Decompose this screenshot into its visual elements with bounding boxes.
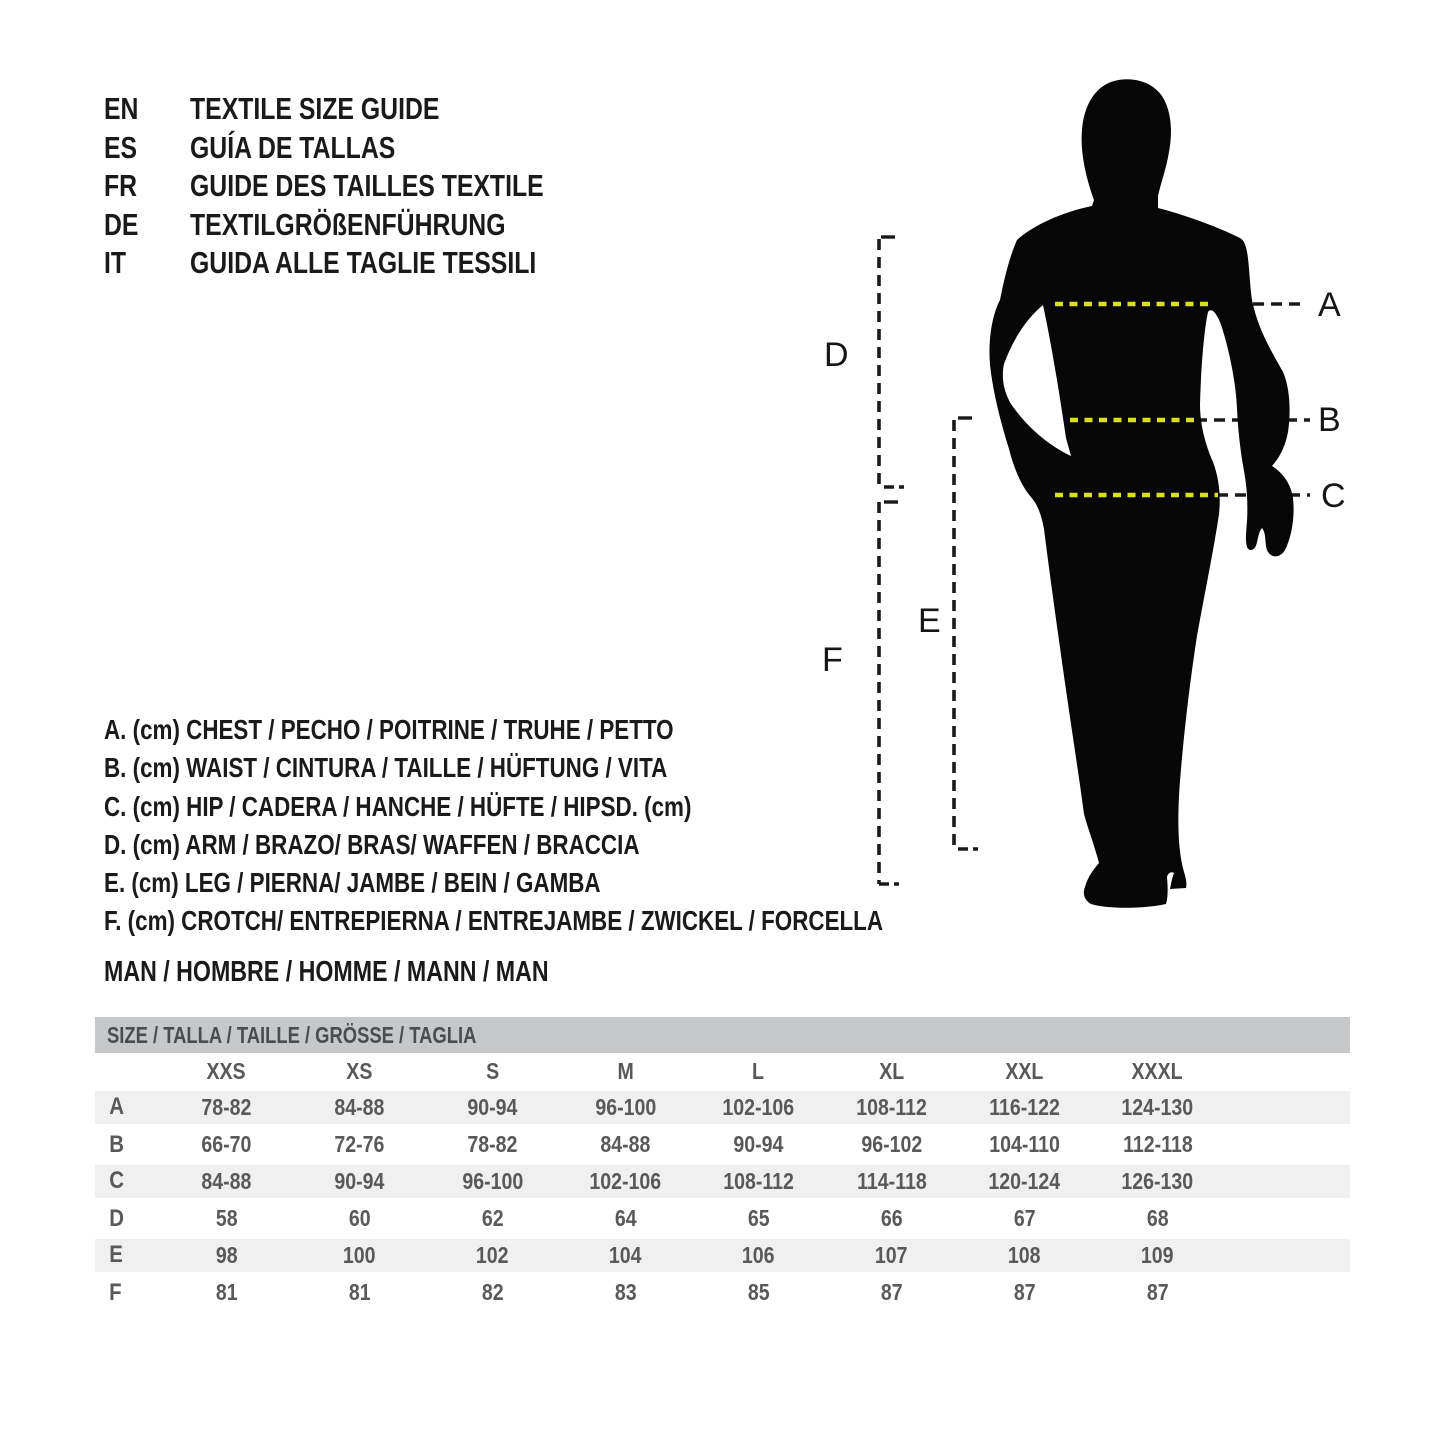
table-cell: 87	[1013, 1279, 1036, 1305]
table-cell: 96-100	[462, 1168, 523, 1194]
size-header-spacer	[95, 1053, 160, 1089]
lang-code: ES	[104, 129, 138, 165]
measurement-legend	[104, 711, 1078, 941]
row-label: C	[109, 1167, 125, 1194]
figure-label-c: C	[1321, 477, 1346, 515]
lang-code: DE	[104, 206, 139, 242]
table-cell: 108-112	[856, 1094, 927, 1120]
table-row-b	[95, 1126, 1350, 1163]
size-col-header: XXL	[1005, 1058, 1044, 1084]
row-label: F	[109, 1279, 122, 1306]
table-cell: 100	[343, 1242, 376, 1268]
table-cell: 90-94	[334, 1168, 385, 1194]
size-col-header: M	[617, 1058, 634, 1084]
table-cell: 104-110	[989, 1131, 1060, 1157]
row-label: A	[109, 1093, 125, 1120]
figure-label-e: E	[918, 602, 941, 640]
table-cell: 104	[609, 1242, 642, 1268]
table-cell: 84-88	[600, 1131, 651, 1157]
table-cell: 126-130	[1121, 1168, 1194, 1194]
table-row-a	[95, 1089, 1350, 1126]
size-col-header: XS	[346, 1058, 373, 1084]
table-cell: 108	[1008, 1242, 1041, 1268]
table-cell: 66-70	[201, 1131, 252, 1157]
table-cell: 108-112	[723, 1168, 794, 1194]
table-cell: 106	[742, 1242, 775, 1268]
table-cell: 78-82	[201, 1094, 252, 1120]
table-cell: 60	[348, 1205, 371, 1231]
table-cell: 85	[747, 1279, 770, 1305]
row-label: B	[109, 1131, 125, 1158]
table-cell: 84-88	[334, 1094, 385, 1120]
size-col-header: XXXL	[1131, 1058, 1184, 1084]
row-label: D	[109, 1205, 125, 1232]
figure-label-a: A	[1318, 286, 1341, 324]
lang-title: GUIDE DES TAILLES TEXTILE	[190, 168, 544, 203]
legend-line-c: C. (cm) HIP / CADERA / HANCHE / HÜFTE / HIPSD. (cm)	[104, 790, 692, 822]
table-cell: 82	[481, 1279, 504, 1305]
lang-code: FR	[104, 168, 138, 203]
size-col-header: XXS	[206, 1058, 247, 1084]
figure-label-f: F	[822, 641, 843, 679]
size-col-header: L	[752, 1058, 765, 1084]
table-cell: 81	[348, 1279, 371, 1305]
lang-title: GUIDA ALLE TAGLIE TESSILI	[190, 245, 537, 280]
lang-title: GUÍA DE TALLAS	[190, 129, 396, 165]
table-cell: 81	[215, 1279, 238, 1305]
table-cell: 114-118	[856, 1168, 927, 1194]
legend-line-f: F. (cm) CROTCH/ ENTREPIERNA / ENTREJAMBE / ZWICKEL / FORCELLA	[104, 905, 884, 937]
table-cell: 87	[1146, 1279, 1169, 1305]
table-cell: 112-118	[1122, 1131, 1193, 1157]
row-label: E	[109, 1241, 123, 1268]
lang-title: TEXTILE SIZE GUIDE	[190, 91, 440, 126]
size-table	[95, 1017, 1350, 1311]
table-cell: 96-100	[595, 1094, 656, 1120]
table-row-c	[95, 1163, 1350, 1200]
table-cell: 107	[875, 1242, 908, 1268]
legend-line-a: A. (cm) CHEST / PECHO / POITRINE / TRUHE / PETTO	[104, 714, 674, 745]
table-cell: 102	[476, 1242, 509, 1268]
lang-title: TEXTILGRÖßENFÜHRUNG	[190, 206, 506, 242]
table-cell: 98	[215, 1242, 238, 1268]
table-cell: 124-130	[1121, 1094, 1194, 1120]
table-cell: 66	[880, 1205, 903, 1231]
lang-code: EN	[104, 91, 139, 126]
table-cell: 96-102	[861, 1131, 922, 1157]
table-cell: 83	[614, 1279, 637, 1305]
legend-line-b: B. (cm) WAIST / CINTURA / TAILLE / HÜFTUNG / VITA	[104, 752, 668, 784]
table-cell: 65	[747, 1205, 770, 1231]
table-cell: 109	[1141, 1242, 1174, 1268]
size-col-header: S	[485, 1058, 500, 1084]
table-cell: 72-76	[334, 1131, 385, 1157]
table-cell: 90-94	[733, 1131, 784, 1157]
size-table-title: SIZE / TALLA / TAILLE / GRÖSSE / TAGLIA	[95, 1017, 1350, 1053]
table-cell: 90-94	[467, 1094, 518, 1120]
table-cell: 68	[1146, 1205, 1169, 1231]
figure-label-b: B	[1318, 401, 1341, 439]
category-line: MAN / HOMBRE / HOMME / MANN / MAN	[104, 956, 549, 988]
table-cell: 58	[215, 1205, 238, 1231]
size-table-header-row	[95, 1053, 1350, 1089]
table-cell: 67	[1013, 1205, 1036, 1231]
figure-label-d: D	[824, 336, 849, 374]
size-col-header: XL	[879, 1058, 904, 1084]
legend-line-d: D. (cm) ARM / BRAZO/ BRAS/ WAFFEN / BRACCIA	[104, 828, 640, 860]
lang-code: IT	[104, 245, 127, 280]
table-cell: 62	[481, 1205, 504, 1231]
legend-line-e: E. (cm) LEG / PIERNA/ JAMBE / BEIN / GAMBA	[104, 867, 601, 899]
table-cell: 87	[880, 1279, 903, 1305]
table-cell: 102-106	[722, 1094, 795, 1120]
table-cell: 116-122	[989, 1094, 1060, 1120]
table-row-d	[95, 1200, 1350, 1237]
table-row-e	[95, 1237, 1350, 1274]
table-row-f	[95, 1274, 1350, 1311]
table-cell: 102-106	[589, 1168, 662, 1194]
table-cell: 78-82	[467, 1131, 518, 1157]
table-cell: 64	[614, 1205, 637, 1231]
table-cell: 84-88	[201, 1168, 252, 1194]
table-cell: 120-124	[988, 1168, 1061, 1194]
